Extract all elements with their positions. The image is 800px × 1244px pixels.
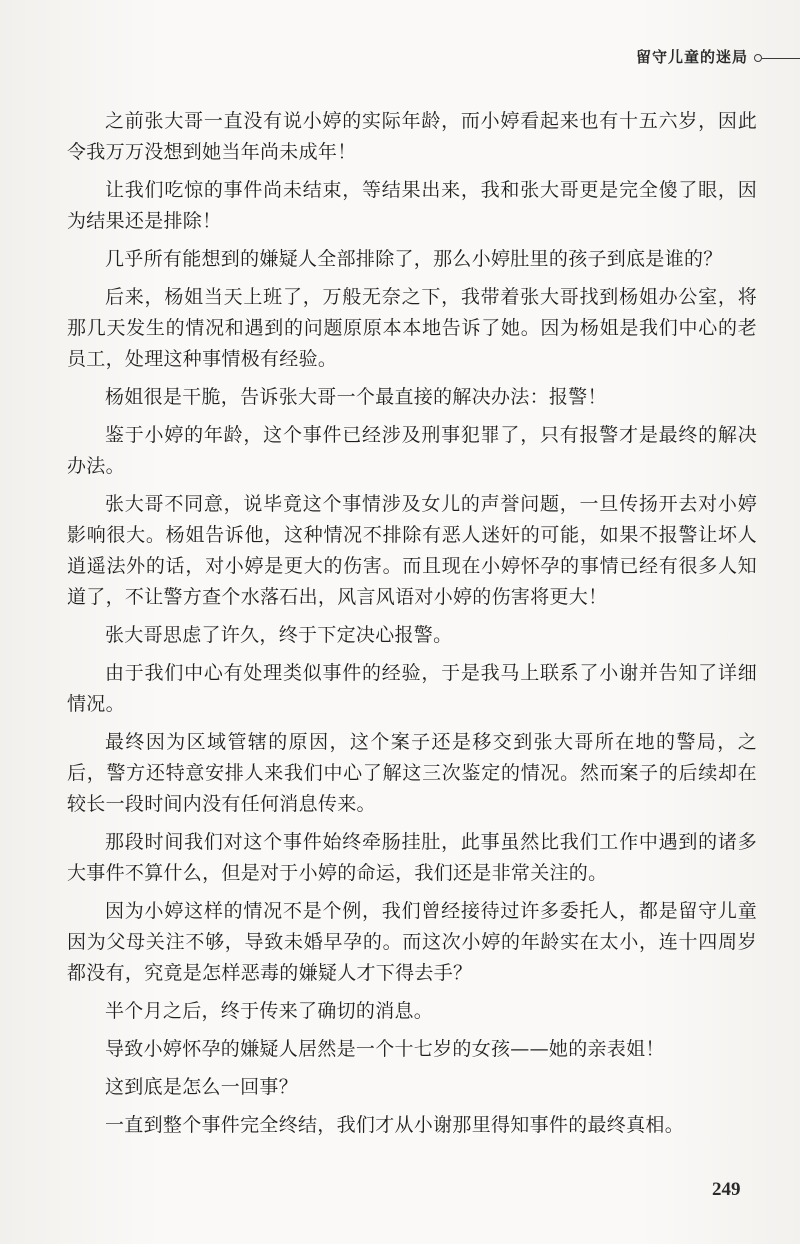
paragraph: 后来，杨姐当天上班了，万般无奈之下，我带着张大哥找到杨姐办公室，将那几天发生的情况和遇到的问题原原本本地告诉了她。因为杨姐是我们中心的老员工，处理这种事情极有经验。: [67, 286, 757, 370]
paragraph: 张大哥思虑了许久，终于下定决心报警。: [105, 624, 453, 646]
chapter-title: 留守儿童的迷局: [635, 48, 748, 66]
paragraph: 因为小婷这样的情况不是个例，我们曾经接待过许多委托人，都是留守儿童因为父母关注不够，导致未婚早孕的。而这次小婷的年龄实在太小，连十四周岁都没有，究竟是怎样恶毒的嫌疑人才下得去手？: [67, 900, 757, 984]
paragraph: 半个月之后，终于传来了确切的消息。: [105, 1000, 434, 1022]
running-header: [500, 44, 800, 74]
header-ornament-circle: [754, 54, 762, 62]
page-number: 249: [712, 1179, 741, 1200]
paragraph: 之前张大哥一直没有说小婷的实际年龄，而小婷看起来也有十五六岁，因此令我万万没想到她当年尚未成年！: [67, 110, 757, 163]
body-text: [67, 106, 757, 1148]
paragraph: 让我们吃惊的事件尚未结束，等结果出来，我和张大哥更是完全傻了眼，因为结果还是排除！: [67, 179, 757, 232]
paragraph: 最终因为区域管辖的原因，这个案子还是移交到张大哥所在地的警局，之后，警方还特意安排人来我们中心了解这三次鉴定的情况。然而案子的后续却在较长一段时间内没有任何消息传来。: [67, 731, 757, 815]
paragraph: 这到底是怎么一回事？: [105, 1076, 299, 1098]
paragraph: 杨姐很是干脆，告诉张大哥一个最直接的解决办法：报警！: [105, 386, 607, 408]
header-ornament-rule: [762, 58, 800, 59]
paragraph: 由于我们中心有处理类似事件的经验，于是我马上联系了小谢并告知了详细情况。: [67, 662, 757, 715]
paragraph: 几乎所有能想到的嫌疑人全部排除了，那么小婷肚里的孩子到底是谁的？: [105, 248, 723, 270]
paragraph: 鉴于小婷的年龄，这个事件已经涉及刑事犯罪了，只有报警才是最终的解决办法。: [67, 424, 757, 477]
paragraph: 导致小婷怀孕的嫌疑人居然是一个十七岁的女孩——她的亲表姐！: [105, 1038, 665, 1060]
paragraph: 张大哥不同意，说毕竟这个事情涉及女儿的声誉问题，一旦传扬开去对小婷影响很大。杨姐告诉他，这种情况不排除有恶人迷奸的可能，如果不报警让坏人逍遥法外的话，对小婷是更大的伤害。而且现在小婷怀孕的事情已经有很多人知道了，不让警方查个水落石出，风言风语对小婷的伤害将更大！: [67, 493, 757, 608]
paragraph: 那段时间我们对这个事件始终牵肠挂肚，此事虽然比我们工作中遇到的诸多大事件不算什么，但是对于小婷的命运，我们还是非常关注的。: [67, 831, 757, 884]
paragraph: 一直到整个事件完全终结，我们才从小谢那里得知事件的最终真相。: [105, 1114, 685, 1136]
